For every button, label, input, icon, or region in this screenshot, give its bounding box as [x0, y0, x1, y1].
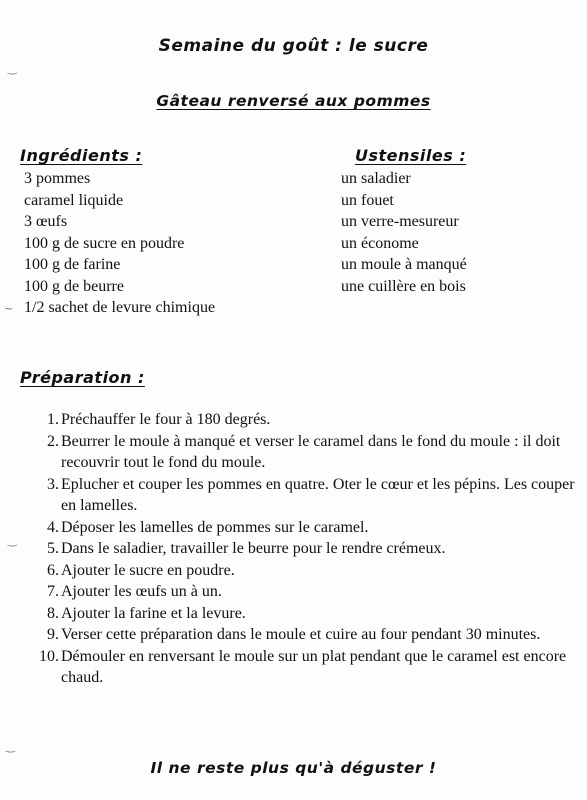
preparation-step	[30, 560, 580, 582]
recipe-title	[0, 92, 587, 110]
ingredient-item: 100 g de beurre	[24, 277, 124, 295]
step-number: 7.	[47, 583, 59, 600]
ustensile-item: une cuillère en bois	[341, 277, 466, 295]
step-text: Dans le saladier, travailler le beurre pour le rendre crémeux.	[61, 540, 446, 557]
ingredients-heading: Ingrédients :	[20, 146, 143, 165]
ingredient-item: 100 g de farine	[24, 256, 121, 273]
step-number: 9.	[47, 626, 59, 643]
step-text: Ajouter les œufs un à un.	[61, 583, 222, 600]
ustensile-item: un saladier	[341, 170, 411, 187]
scan-mark: ‿	[8, 534, 17, 547]
preparation-step	[30, 474, 580, 517]
step-text: Démouler en renversant le moule sur un plat pendant que le caramel est encore chaud.	[61, 647, 567, 686]
step-number: 2.	[47, 432, 59, 450]
ingredients-list	[24, 168, 215, 319]
ustensiles-list	[341, 168, 467, 297]
preparation-step	[30, 646, 580, 689]
preparation-steps	[30, 409, 580, 689]
step-number: 4.	[47, 518, 59, 536]
ustensile-item: un fouet	[341, 191, 394, 209]
scan-mark: ‿	[6, 740, 15, 753]
step-number: 5.	[47, 540, 59, 557]
ingredient-item: 1/2 sachet de levure chimique	[24, 299, 216, 316]
recipe-title-text: Gâteau renversé aux pommes	[156, 92, 431, 110]
ustensile-item: un économe	[341, 234, 419, 252]
step-number: 3.	[47, 475, 59, 493]
preparation-step	[30, 538, 580, 560]
preparation-heading: Préparation :	[20, 368, 145, 387]
preparation-step	[30, 624, 580, 646]
closing-line: Il ne reste plus qu'à déguster !	[150, 759, 437, 777]
step-text: Ajouter le sucre en poudre.	[61, 561, 235, 579]
step-text: Préchauffer le four à 180 degrés.	[61, 411, 271, 428]
ingredient-item: 3 pommes	[24, 170, 91, 187]
step-number: 1.	[47, 411, 59, 428]
preparation-step	[30, 603, 580, 625]
step-text: Ajouter la farine et la levure.	[61, 604, 246, 622]
scan-mark: ‿	[8, 62, 17, 75]
step-text: Verser cette préparation dans le moule et cuire au four pendant 30 minutes.	[61, 626, 541, 643]
step-text: Beurrer le moule à manqué et verser le caramel dans le fond du moule : il doit recouvrir tout le fond du moule.	[61, 432, 561, 471]
preparation-step	[30, 517, 580, 539]
ingredient-item: 100 g de sucre en poudre	[24, 234, 185, 252]
ingredient-item: caramel liquide	[24, 191, 124, 209]
scan-mark: ~	[4, 302, 14, 315]
step-text: Eplucher et couper les pommes en quatre. Oter le cœur et les pépins. Les couper en lamelles.	[61, 475, 575, 514]
ustensile-item: un moule à manqué	[341, 256, 467, 273]
step-text: Déposer les lamelles de pommes sur le caramel.	[61, 518, 369, 536]
preparation-step	[30, 431, 580, 474]
page-title: Semaine du goût : le sucre	[158, 36, 429, 56]
preparation-step	[30, 581, 580, 603]
preparation-step	[30, 409, 580, 431]
ingredient-item: 3 œufs	[24, 213, 68, 230]
ustensile-item: un verre-mesureur	[341, 213, 459, 230]
ustensiles-heading: Ustensiles :	[355, 146, 467, 165]
step-number: 6.	[47, 561, 59, 579]
step-number: 8.	[47, 604, 59, 622]
step-number: 10.	[39, 647, 59, 665]
